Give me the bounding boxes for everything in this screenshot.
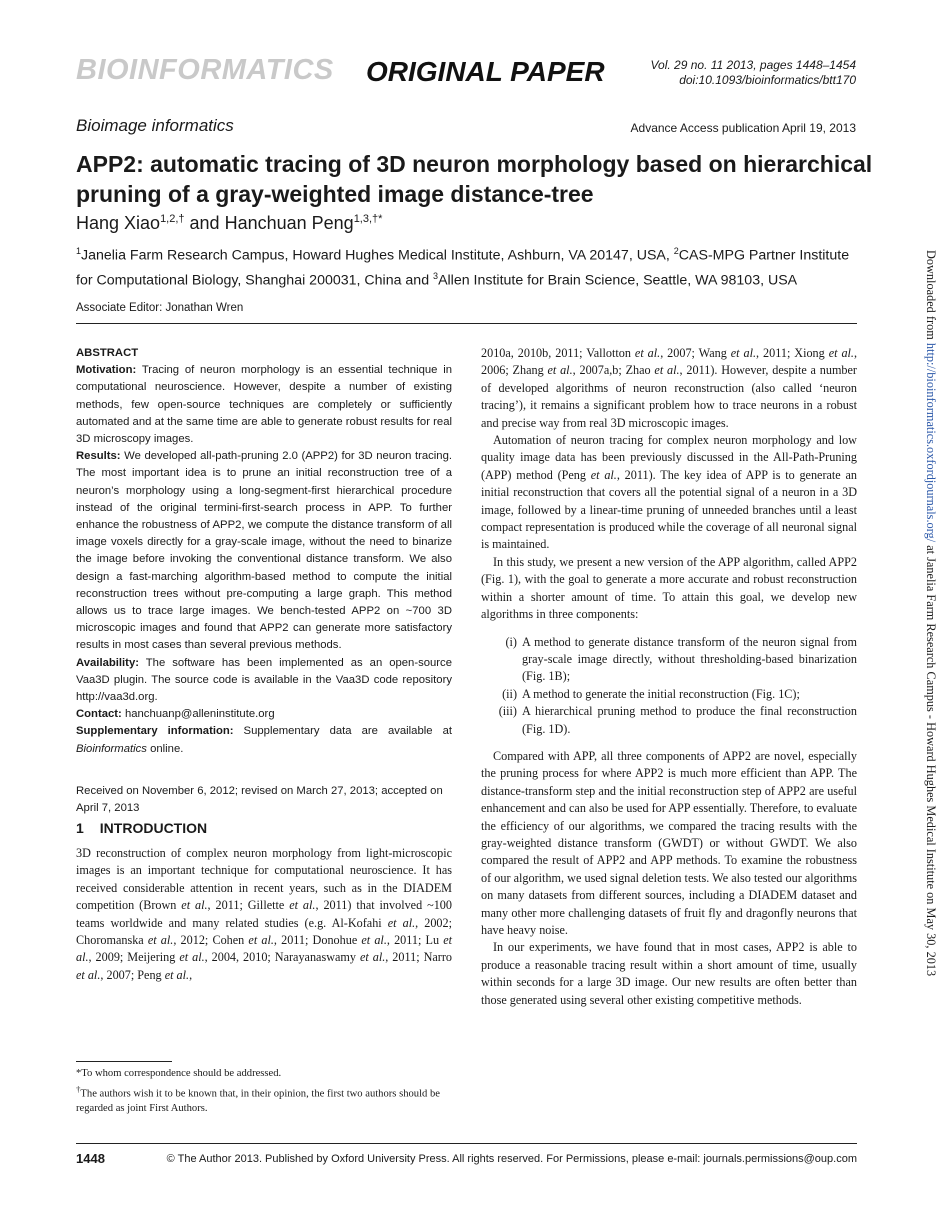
author-name: Hanchuan Peng: [224, 213, 354, 233]
text-run: , 2011; Gillette: [207, 898, 290, 913]
copyright-notice: © The Author 2013. Published by Oxford University Press. All rights reserved. For Permissions, please e-mail: journals.permissions@oup.com: [166, 1153, 857, 1165]
title-divider: [76, 323, 857, 324]
text-run: , 2011). However, despite a number of developed algorithms of neuron reconstruction (also called ‘neuron tracing’), it remains a significant problem how to trace neurons in a robust and precise way from real 3D microscopic images.: [481, 363, 857, 430]
motivation-text: Tracing of neuron morphology is an essential technique in computational neuroscience. However, despite a number of existing methods, few open-source techniques are completely or sufficiently automated and at the same time are able to generate robust results for real 3D microscopy images.: [76, 364, 452, 446]
affil-sup: 2: [673, 246, 679, 256]
paragraph: In this study, we present a new version of the APP algorithm, called APP2 (Fig. 1), with the goal to generate a more accurate and robust reconstruction within a shorter amount of time. To attain this goal, we develop new algorithms in three components:: [481, 554, 857, 622]
section-heading-introduction: [76, 820, 207, 836]
text-run: , 2011; Narro: [385, 950, 452, 965]
text-run: , 2007; Peng: [100, 967, 165, 982]
text-run: , 2012; Cohen: [173, 933, 249, 948]
supplementary-text: Supplementary data are available at: [233, 725, 452, 738]
authors: [76, 213, 382, 234]
et-al: et al.: [76, 967, 101, 982]
author-conjunction: and: [184, 213, 225, 233]
et-al: et al.: [547, 363, 573, 378]
footnote-correspondence: *To whom correspondence should be addressed.: [76, 1068, 282, 1079]
et-al: et al.: [730, 346, 757, 360]
paragraph: In our experiments, we have found that in most cases, APP2 is able to produce a reasonable tracing result within a short amount of time, usually within seconds for a large 3D image. Our new results are often better than those generated using several other existing competitive methods.: [481, 940, 857, 1007]
received-dates: Received on November 6, 2012; revised on March 27, 2013; accepted on April 7, 2013: [76, 785, 443, 815]
paper-title: APP2: automatic tracing of 3D neuron morphology based on hierarchical pruning of a gray-weighted image distance-tree: [76, 151, 873, 207]
right-column-body: [481, 345, 857, 1009]
affil-sup: 3: [433, 270, 439, 281]
contact-email[interactable]: hanchuanp@alleninstitute.org: [121, 708, 275, 721]
list-item: [481, 634, 857, 686]
text-run: , 2002; Choromanska: [76, 915, 453, 948]
abstract-heading: ABSTRACT: [76, 347, 139, 359]
affil-sup: 1: [76, 246, 82, 256]
list-text: A method to generate distance transform of the neuron signal from gray-scale image directly, without thresholding-based binarization (Fig. 1B);: [522, 634, 857, 684]
associate-editor: Associate Editor: Jonathan Wren: [76, 302, 244, 314]
author-name: Hang Xiao: [76, 213, 161, 233]
et-al: et al.: [828, 346, 854, 360]
doi-line[interactable]: doi:10.1093/bioinformatics/btt170: [679, 73, 856, 87]
text-run: Automation of neuron tracing for complex neuron morphology and low quality image data has been previously discussed in the All-Path-Pruning (APP) method (Peng: [481, 433, 857, 482]
advance-access: Advance Access publication April 19, 2013: [630, 121, 856, 135]
text-run: , 2004, 2010; Narayanaswamy: [204, 950, 360, 965]
affiliations: [76, 241, 866, 290]
text-run: , 2011; Lu: [386, 933, 444, 948]
et-al: et al.: [147, 933, 174, 948]
section-name: Bioimage informatics: [76, 116, 234, 135]
list-text: A method to generate the initial reconstruction (Fig. 1C);: [522, 686, 800, 701]
et-al: et al.: [387, 915, 416, 930]
download-suffix: at Janelia Farm Research Campus - Howard Hughes Medical Institute on May 30, 2013: [924, 542, 938, 977]
section-title: INTRODUCTION: [99, 820, 208, 836]
et-al: et al.: [289, 898, 316, 913]
et-al: et al.: [76, 933, 453, 965]
supplementary-label: Supplementary information:: [76, 725, 234, 738]
abstract-availability: [76, 655, 452, 707]
author-sup: 1,3,†*: [353, 213, 383, 225]
affiliation: Allen Institute for Brain Science, Seattle, WA 98103, USA: [438, 272, 798, 289]
footnote-divider: [76, 1061, 172, 1062]
text-run: , 2007; Wang: [660, 346, 731, 360]
download-sidebar: [915, 250, 945, 977]
download-notice: [923, 250, 938, 976]
supplementary-end: online.: [146, 742, 184, 755]
motivation-label: Motivation:: [76, 364, 137, 377]
et-al: et al.: [634, 346, 661, 360]
et-al: et al.: [654, 363, 680, 378]
affiliation: CAS-MPG Partner Institute for Computational Biology, Shanghai 200031, China and: [76, 247, 850, 289]
contact-label: Contact:: [76, 708, 122, 721]
abstract: [76, 345, 452, 758]
et-al: et al.: [359, 950, 386, 965]
journal-name: BIOINFORMATICS: [76, 54, 334, 86]
abstract-contact: [76, 706, 452, 723]
list-item: [481, 686, 857, 703]
text-run: , 2011) that involved ~100 teams worldwide and many related studies (e.g. Al-Kofahi: [76, 898, 452, 930]
paper-type: ORIGINAL PAPER: [366, 56, 605, 87]
volume-info: [650, 58, 856, 88]
et-al: et al.: [181, 898, 208, 913]
list-marker: (i): [505, 634, 517, 649]
intro-paragraph: [76, 845, 452, 984]
left-column-body: [76, 845, 452, 984]
text-run: ,: [189, 967, 193, 982]
paragraph: [481, 345, 857, 432]
text-run: , 2007a,b; Zhao: [572, 363, 655, 378]
et-al: et al.: [164, 967, 190, 982]
footnote-text: The authors wish it to be known that, in their opinion, the first two authors should be regarded as joint First Authors.: [76, 1088, 440, 1114]
availability-text: The software has been implemented as an open-source Vaa3D plugin. The source code is available in the Vaa3D code repository http://vaa3d.org.: [76, 656, 452, 704]
abstract-results: [76, 448, 452, 654]
abstract-motivation: [76, 362, 452, 448]
footnote-joint-authors: [76, 1082, 452, 1117]
download-prefix: Downloaded from: [924, 250, 938, 343]
download-link[interactable]: http://bioinformatics.oxfordjournals.org/: [924, 342, 938, 543]
results-label: Results:: [76, 450, 121, 463]
abstract-supplementary: [76, 723, 452, 757]
list-item: [481, 703, 857, 738]
et-al: et al.: [248, 933, 274, 948]
footnotes: [76, 1067, 452, 1116]
paragraph: Compared with APP, all three components of APP2 are novel, especially the pruning process for where APP2 is much more efficient than APP. The distance-transform step and the initial reconstruction step of APP2 are useful enhancement and can also be used for APP essentially. Therefore, to evaluate the efficiency of our algorithms, we compared the tracing results with the gray-weighted distance transform (GWDT) or without GWDT. We also compared the result of APP2 and APP methods. To examine the robustness of our algorithm, we used signal deletion tests. We also tested our algorithms on many datasets from different sources, including a DIADEM dataset and many other more challenging datasets of fruit fly and dragonfly neurons that have heavy noise.: [481, 748, 857, 937]
text-run: , 2011). The key idea of APP is to generate an initial reconstruction that covers all the potential signal of a neuron in a 3D image, followed by a linear-time pruning of unneeded branches until a least compact representation is produced while the coverage of all neuronal signal is maintained.: [481, 467, 857, 552]
text-run: , 2006; Zhang: [481, 346, 858, 378]
text-run: , 2009; Meijering: [88, 950, 180, 965]
list-text: A hierarchical pruning method to produce the final reconstruction (Fig. 1D).: [522, 704, 857, 736]
et-al: et al.: [590, 467, 617, 482]
text-run: , 2011; Donohue: [273, 933, 362, 948]
list-marker: (ii): [502, 686, 517, 701]
journal-italic: Bioinformatics: [76, 742, 147, 755]
affiliation: Janelia Farm Research Campus, Howard Hughes Medical Institute, Ashburn, VA 20147, USA,: [81, 247, 674, 264]
availability-label: Availability:: [76, 656, 139, 669]
results-text: We developed all-path-pruning 2.0 (APP2) for 3D neuron tracing. The most important idea is to prune an initial reconstruction tree of a neuron’s morphology using a long-segment-first hierarchical procedure instead of the original termini-first-search process in APP. To further enhance the robustness of APP2, we compute the distance transform of all image voxels directly for a gray-scale image, without the need to binarize the image before invoking the conventional distance transform. We also design a fast-marching algorithm-based method to compute the initial reconstruction trees without pre-computing a large graph. This method allows us to trace large images. We bench-tested APP2 on ~700 3D microscopic images and found that APP2 can generate more satisfactory results in most cases than several previous methods.: [76, 450, 452, 652]
footer-divider: [76, 1143, 857, 1144]
author-sup: 1,2,†: [160, 213, 185, 225]
et-al: et al.: [361, 933, 387, 948]
page-number: 1448: [76, 1151, 105, 1166]
section-number: 1: [76, 820, 84, 836]
footnote-mark: †: [76, 1083, 81, 1094]
et-al: et al.: [179, 950, 205, 965]
paragraph: [481, 432, 857, 554]
text-run: 3D reconstruction of complex neuron morphology from light-microscopic images is an important technique for computational neuroscience. It has received considerable attention in recent years, such as in the DIADEM competition (Brown: [76, 846, 452, 913]
list-marker: (iii): [498, 704, 517, 719]
text-run: , 2011; Xiong: [756, 346, 829, 360]
text-run: 2010a, 2010b, 2011; Vallotton: [481, 346, 635, 360]
volume-line: Vol. 29 no. 11 2013, pages 1448–1454: [650, 58, 856, 72]
component-list: [481, 634, 857, 738]
